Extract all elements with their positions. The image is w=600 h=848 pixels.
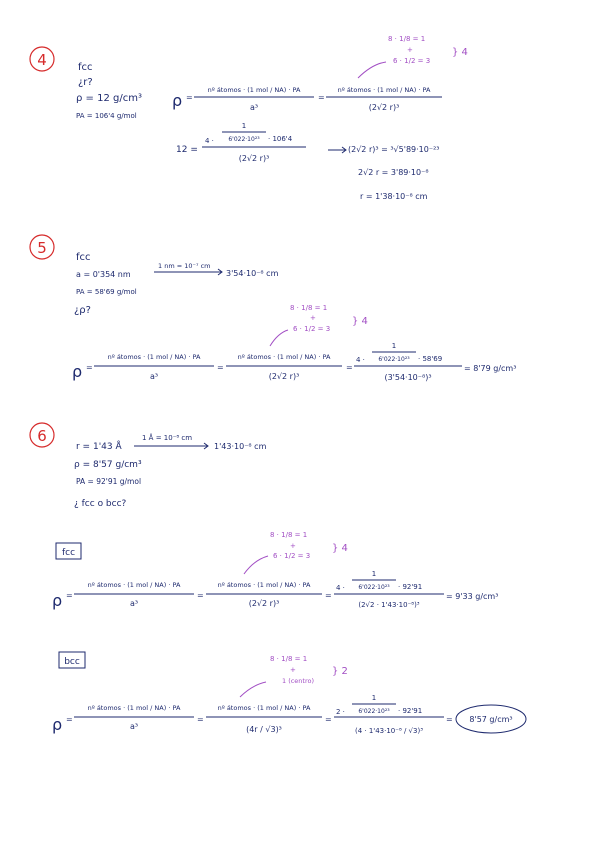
svg-text:=: = (325, 715, 332, 724)
fraction-denominator: a³ (249, 103, 259, 112)
rho-symbol: ρ (52, 591, 63, 610)
fraction-numerator: nº átomos · (1 mol / NA) · PA (87, 581, 181, 589)
bcc-density-result: 8'57 g/cm³ (469, 715, 513, 724)
conversion-result: 3'54·10⁻⁸ cm (226, 269, 279, 278)
conversion-label: 1 nm = 10⁻⁷ cm (158, 262, 211, 270)
rho-symbol: ρ (52, 715, 63, 734)
total-atoms: } 4 (452, 47, 468, 58)
arrow (328, 147, 346, 153)
purple-arrow (358, 62, 386, 78)
fraction-numerator: nº átomos · (1 mol / NA) · PA (337, 86, 431, 94)
plus-sign: + (407, 46, 413, 54)
corner-atoms: 8 · 1/8 = 1 (388, 35, 426, 43)
svg-text:=: = (318, 93, 325, 102)
svg-text:=: = (325, 591, 332, 600)
fraction-numerator: nº átomos · (1 mol / NA) · PA (217, 581, 311, 589)
fraction-denominator: a³ (129, 599, 139, 608)
total-atoms: } 4 (332, 543, 348, 554)
svg-text:=: = (186, 93, 193, 102)
atomic-mass-given: PA = 106'4 g/mol (76, 112, 137, 120)
fraction-denominator: (2√2 · 1'43·10⁻⁸)³ (358, 601, 420, 609)
fraction-numerator: nº átomos · (1 mol / NA) · PA (87, 704, 181, 712)
density-result: = 8'79 g/cm³ (464, 364, 517, 373)
svg-text:2 ·: 2 · (336, 708, 345, 716)
fraction-numerator: nº átomos · (1 mol / NA) · PA (207, 86, 301, 94)
center-atom: 1 (centro) (282, 677, 315, 685)
plus-sign: + (310, 314, 316, 322)
problem-5 (30, 235, 516, 382)
svg-text:1: 1 (391, 342, 397, 350)
svg-text:4 ·: 4 · (356, 356, 365, 364)
fraction-numerator: nº átomos · (1 mol / NA) · PA (237, 353, 331, 361)
conversion-label: 1 Å = 10⁻⁸ cm (142, 434, 193, 442)
svg-text:1: 1 (241, 122, 247, 130)
face-atoms: 6 · 1/2 = 3 (393, 57, 431, 65)
purple-arrow (240, 682, 266, 697)
svg-text:1: 1 (371, 570, 377, 578)
density-given: ρ = 12 g/cm³ (76, 93, 142, 104)
bcc-label: bcc (64, 657, 80, 667)
corner-atoms: 8 · 1/8 = 1 (290, 304, 328, 312)
fraction-denominator: (2√2 r)³ (268, 372, 300, 381)
atomic-mass-value: · 92'91 (398, 707, 423, 715)
problem-number: 6 (37, 427, 47, 445)
rho-symbol: ρ (172, 91, 183, 110)
fraction-denominator: (2√2 r)³ (248, 599, 280, 608)
atomic-mass-value: · 58'69 (418, 355, 443, 363)
problem-number: 4 (37, 51, 47, 69)
avogadro-number: 6'022·10²³ (228, 136, 260, 143)
fcc-density-result: = 9'33 g/cm³ (446, 592, 499, 601)
face-atoms: 6 · 1/2 = 3 (293, 325, 331, 333)
fraction-denominator: a³ (129, 722, 139, 731)
fraction-denominator: (4r / √3)³ (246, 725, 282, 734)
fraction-denominator: (2√2 r)³ (368, 103, 400, 112)
unknown: ¿r? (78, 77, 93, 88)
svg-text:=: = (197, 715, 204, 724)
purple-arrow (244, 556, 268, 574)
svg-text:=: = (217, 363, 224, 372)
atomic-mass-value: · 106'4 (268, 135, 293, 143)
plus-sign: + (290, 542, 296, 550)
conversion-arrow (134, 443, 208, 449)
structure-type: fcc (76, 252, 91, 263)
atomic-mass-given: PA = 92'91 g/mol (76, 477, 142, 486)
svg-text:=: = (86, 363, 93, 372)
fraction-denominator: a³ (149, 372, 159, 381)
fraction-numerator: nº átomos · (1 mol / NA) · PA (217, 704, 311, 712)
avogadro-number: 6'022·10²³ (358, 584, 390, 591)
total-atoms: } 2 (332, 666, 348, 677)
fcc-label: fcc (61, 548, 76, 558)
fraction-denominator: (4 · 1'43·10⁻⁸ / √3)³ (354, 727, 424, 735)
avogadro-number: 6'022·10²³ (358, 708, 390, 715)
svg-text:=: = (346, 363, 353, 372)
atomic-mass-value: · 92'91 (398, 583, 423, 591)
unknown: ¿ρ? (74, 305, 91, 316)
avogadro-number: 6'022·10²³ (378, 356, 410, 363)
rho-symbol: ρ (72, 362, 83, 381)
svg-text:=: = (446, 715, 453, 724)
svg-text:1: 1 (371, 694, 377, 702)
question: ¿ fcc o bcc? (74, 499, 127, 509)
lattice-parameter: a = 0'354 nm (76, 270, 131, 279)
svg-text:=: = (197, 591, 204, 600)
atomic-mass-given: PA = 58'69 g/mol (76, 288, 137, 296)
fraction-denominator: (3'54·10⁻⁸)³ (384, 373, 432, 382)
step-3-result: r = 1'38·10⁻⁸ cm (360, 192, 428, 201)
density-value: 12 = (176, 145, 198, 155)
svg-text:=: = (66, 715, 73, 724)
corner-atoms: 8 · 1/8 = 1 (270, 655, 308, 663)
problem-number: 5 (37, 239, 47, 257)
problem-6 (30, 423, 526, 735)
conversion-result: 1'43·10⁻⁸ cm (214, 442, 267, 451)
total-atoms: } 4 (352, 316, 368, 327)
step-1: (2√2 r)³ = ³√5'89·10⁻²³ (348, 145, 440, 154)
problem-4 (30, 35, 468, 201)
corner-atoms: 8 · 1/8 = 1 (270, 531, 308, 539)
density-given: ρ = 8'57 g/cm³ (74, 460, 142, 470)
purple-arrow (270, 330, 288, 346)
svg-text:=: = (66, 591, 73, 600)
radius-given: r = 1'43 Å (76, 442, 122, 452)
svg-text:4 ·: 4 · (336, 584, 345, 592)
plus-sign: + (290, 666, 296, 674)
fraction-denominator: (2√2 r)³ (238, 154, 270, 163)
svg-text:4 ·: 4 · (205, 137, 214, 145)
step-2: 2√2 r = 3'89·10⁻⁸ (358, 168, 429, 177)
structure-type: fcc (78, 62, 93, 73)
face-atoms: 6 · 1/2 = 3 (273, 552, 311, 560)
fraction-numerator: nº átomos · (1 mol / NA) · PA (107, 353, 201, 361)
